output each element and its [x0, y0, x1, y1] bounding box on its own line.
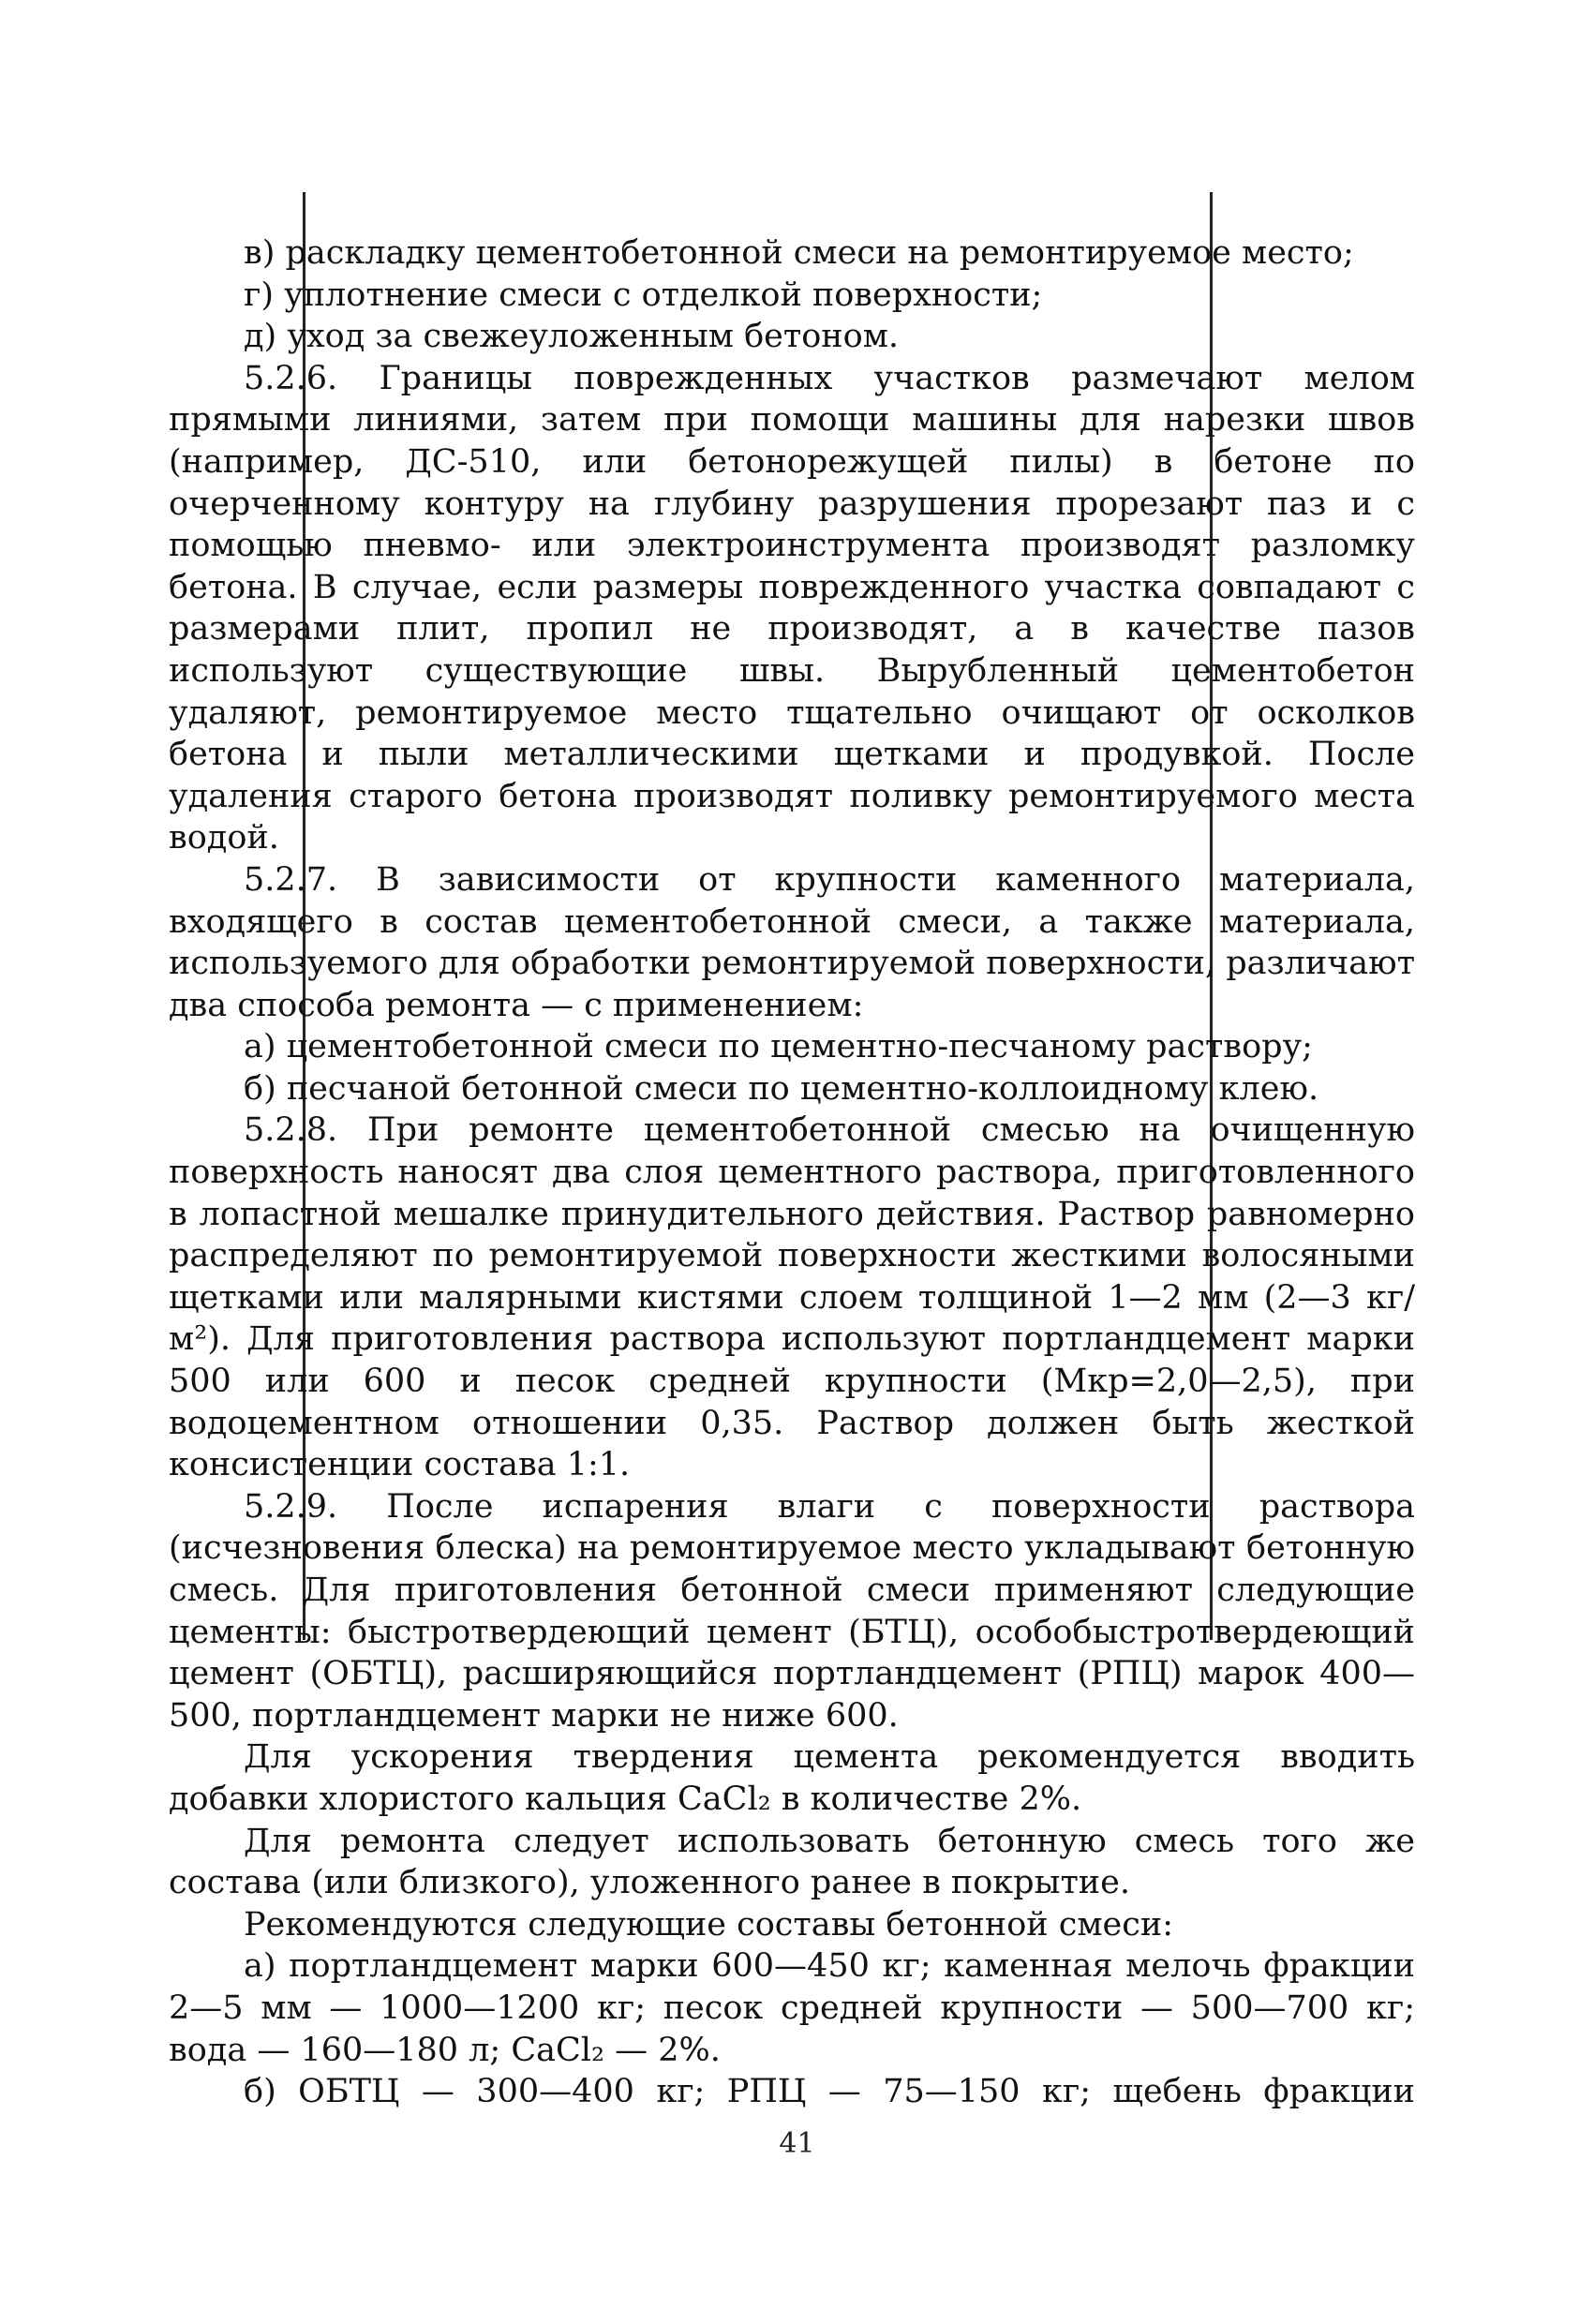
list-item-g: г) уплотнение смеси с отделкой поверхности; — [244, 276, 1043, 314]
paragraph-recommended: Рекомендуются следующие составы бетонной смеси: — [244, 1905, 1173, 1944]
section-5-2-7: 5.2.7. В зависимости от крупности каменного материала, входящего в состав цементобетонной смеси, а также материала, используемого для обработки ремонтируемой поверхности, различают два способа ремонта — с применением: — [169, 860, 1415, 1024]
text-body — [169, 232, 1415, 2113]
list-item-a2: а) портландцемент марки 600—450 кг; каменная мелочь фракции 2—5 мм — 1000—1200 кг; песок средней крупности — 500—700 кг; вода — 160—180 л; CaCl₂ — 2%. — [169, 1947, 1415, 2069]
page-number: 41 — [779, 2127, 815, 2160]
section-5-2-6: 5.2.6. Границы поврежденных участков размечают мелом прямыми линиями, затем при помощи машины для нарезки швов (например, ДС-510, или бетонорежущей пилы) в бетоне по очерченному контуру на глубину разрушения прорезают паз и с помощью пневмо- или электроинструмента производят разломку бетона. В случае, если размеры поврежденного участка совпадают с размерами плит, пропил не производят, а в качестве пазов используют существующие швы. Вырубленный цементобетон удаляют, ремонтируемое место тщательно очищают от осколков бетона и пыли металлическими щетками и продувкой. После удаления старого бетона производят поливку ремонтируемого места водой. — [169, 359, 1415, 857]
list-item-a1: а) цементобетонной смеси по цементно-песчаному раствору; — [244, 1028, 1313, 1066]
list-item-b2: б) ОБТЦ — 300—400 кг; РПЦ — 75—150 кг; щебень фракции — [244, 2073, 1415, 2111]
list-item-v: в) раскладку цементобетонной смеси на ремонтируемое место; — [244, 234, 1354, 272]
section-5-2-8: 5.2.8. При ремонте цементобетонной смесью на очищенную поверхность наносят два слоя цементного раствора, приготовленного в лопастной мешалке принудительного действия. Раствор равномерно распределяют по ремонтируемой поверхности жесткими волосяными щетками или малярными кистями слоем толщиной 1—2 мм (2—3 кг/м²). Для приготовления раствора используют портландцемент марки 500 или 600 и песок средней крупности (Мкр=2,0—2,5), при водоцементном отношении 0,35. Раствор должен быть жесткой консистенции состава 1:1. — [169, 1111, 1415, 1484]
list-item-d: д) уход за свежеуложенным бетоном. — [244, 318, 900, 356]
paragraph-acceleration: Для ускорения твердения цемента рекомендуется вводить добавки хлористого кальция CaCl₂ в количестве 2%. — [169, 1738, 1415, 1818]
section-5-2-9: 5.2.9. После испарения влаги с поверхности раствора (исчезновения блеска) на ремонтируемое место укладывают бетонную смесь. Для приготовления бетонной смеси применяют следующие цементы: быстротвердеющий цемент (БТЦ), особобыстротвердеющий цемент (ОБТЦ), расширяющийся портландцемент (РПЦ) марок 400—500, портландцемент марки не ниже 600. — [169, 1487, 1415, 1735]
list-item-b1: б) песчаной бетонной смеси по цементно-коллоидному клею. — [244, 1069, 1319, 1108]
paragraph-repair-mix: Для ремонта следует использовать бетонную смесь того же состава (или близкого), уложенного ранее в покрытие. — [169, 1822, 1415, 1902]
